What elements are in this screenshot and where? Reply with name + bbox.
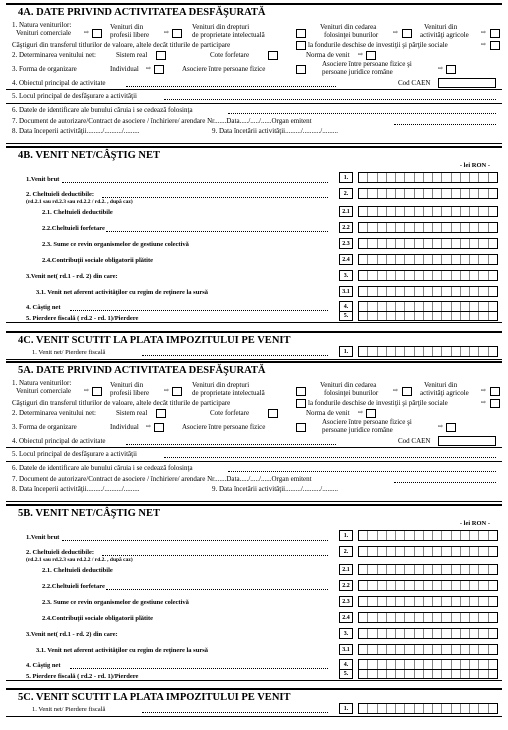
collective-bodies-input[interactable] bbox=[358, 596, 498, 607]
arrow-icon: ⇨ bbox=[481, 30, 487, 36]
row-withholding-net-label: 3.1. Venit net aferent activităţilor cu regim de reţinere la sursă bbox=[36, 647, 208, 654]
use-transfer-checkbox[interactable] bbox=[402, 29, 412, 38]
net-income-method-label: 2. Determinarea venitului net: bbox=[12, 51, 96, 59]
mixed-association-label-1: Asociere între persoane fizice şi bbox=[322, 418, 412, 426]
end-date-label: 9. Data încetării activităţii........./........../......... bbox=[212, 127, 338, 135]
gross-income-input[interactable] bbox=[358, 530, 498, 541]
flat-rates-checkbox[interactable] bbox=[268, 51, 278, 60]
commercial-income-label: Venituri comerciale bbox=[16, 387, 72, 395]
row-number: 3. bbox=[339, 270, 353, 281]
liberal-professions-label-2: profesii libere bbox=[110, 31, 150, 39]
section-4c-title: 4C. VENIT SCUTIT LA PLATA IMPOZITULUI PE VENIT bbox=[18, 335, 291, 346]
ip-rights-label-1: Venituri din drepturi bbox=[192, 381, 250, 389]
agricultural-checkbox[interactable] bbox=[490, 29, 500, 38]
liberal-professions-checkbox[interactable] bbox=[172, 387, 182, 396]
row-number: 2.1 bbox=[339, 564, 353, 575]
deductible-input[interactable] bbox=[358, 206, 498, 217]
row-number: 2.4 bbox=[339, 612, 353, 623]
organization-form-label: 3. Forma de organizare bbox=[12, 423, 77, 431]
caen-code-field[interactable] bbox=[438, 436, 496, 446]
activity-place-field[interactable] bbox=[164, 99, 496, 100]
row-number: 2.3 bbox=[339, 238, 353, 249]
caen-code-label: Cod CAEN bbox=[398, 437, 431, 445]
section-4a bbox=[6, 3, 502, 144]
row-number: 2. bbox=[339, 546, 353, 557]
row-deductible-expenses-note: (rd.2.1 sau rd.2.3 sau rd.2.2 / rd.2. , după caz) bbox=[26, 557, 133, 563]
row-number: 1. bbox=[339, 346, 353, 357]
authorization-document-label: 7. Document de autorizare/Contract de asociere / închiriere/ arendare Nr.......Data...../...../......Organ emitent bbox=[12, 475, 312, 483]
liberal-professions-checkbox[interactable] bbox=[172, 29, 182, 38]
net-income-input[interactable] bbox=[358, 270, 498, 281]
section-4c bbox=[6, 331, 502, 360]
row-number: 2. bbox=[339, 188, 353, 199]
net-income-input[interactable] bbox=[358, 628, 498, 639]
exempt-net-income-input[interactable] bbox=[358, 703, 498, 714]
row-deductible-expenses-label: 2. Cheltuieli deductibile: bbox=[26, 191, 95, 198]
real-system-checkbox[interactable] bbox=[156, 409, 166, 418]
row-number: 3. bbox=[339, 628, 353, 639]
row-number: 4. bbox=[339, 659, 353, 670]
activity-place-label: 5. Locul principal de desfăşurare a activităţii bbox=[12, 450, 137, 458]
row-number: 4. bbox=[339, 301, 353, 312]
mixed-association-checkbox[interactable] bbox=[446, 423, 456, 432]
flat-rates-label: Cote forfetare bbox=[210, 409, 250, 417]
flat-expenses-input[interactable] bbox=[358, 222, 498, 233]
caen-code-field[interactable] bbox=[438, 78, 496, 88]
row-gross-income-label: 1.Venit brut bbox=[26, 176, 60, 183]
start-date-label: 8. Data începerii activităţii........./........../......... bbox=[12, 127, 140, 135]
row-number: 1. bbox=[339, 530, 353, 541]
real-system-label: Sistem real bbox=[116, 409, 148, 417]
row-number: 3.1 bbox=[339, 286, 353, 297]
main-activity-field[interactable] bbox=[126, 86, 336, 87]
row-number: 2.1 bbox=[339, 206, 353, 217]
section-5c bbox=[6, 688, 502, 717]
individuals-association-checkbox[interactable] bbox=[296, 65, 306, 74]
income-nature-label: 1. Natura veniturilor: bbox=[12, 379, 72, 387]
real-system-checkbox[interactable] bbox=[156, 51, 166, 60]
commercial-income-label: Venituri comerciale bbox=[16, 29, 72, 37]
real-system-label: Sistem real bbox=[116, 51, 148, 59]
end-date-label: 9. Data încetării activităţii........./........../......... bbox=[212, 485, 338, 493]
securities-gains-checkbox-1[interactable] bbox=[296, 41, 306, 50]
arrow-icon: ⇨ bbox=[164, 30, 170, 36]
individuals-association-label: Asociere între persoane fizice bbox=[182, 65, 266, 73]
exempt-net-income-input[interactable] bbox=[358, 346, 498, 357]
arrow-icon: ⇨ bbox=[358, 410, 364, 416]
income-norm-checkbox[interactable] bbox=[366, 51, 376, 60]
main-activity-field[interactable] bbox=[126, 444, 336, 445]
row-net-gain-label: 4. Câştig net bbox=[26, 304, 61, 311]
ip-rights-label-2: de proprietate intelectuală bbox=[192, 31, 265, 39]
deductible-expenses-input[interactable] bbox=[358, 188, 498, 199]
securities-gains-label-2: la fondurile deschise de investiţii şi părţile sociale bbox=[308, 41, 448, 49]
start-date-label: 8. Data începerii activităţii........./........../......... bbox=[12, 485, 140, 493]
individual-label: Individual bbox=[110, 65, 139, 73]
social-contributions-input[interactable] bbox=[358, 254, 498, 265]
currency-unit: - lei RON - bbox=[459, 162, 490, 169]
individuals-association-checkbox[interactable] bbox=[296, 423, 306, 432]
net-income-method-label: 2. Determinarea venitului net: bbox=[12, 409, 96, 417]
liberal-professions-label-2: profesii libere bbox=[110, 389, 150, 397]
exempt-net-income-label: 1. Venit net/ Pierdere fiscală bbox=[32, 706, 106, 713]
section-5a-title: 5A. DATE PRIVIND ACTIVITATEA DESFĂŞURATĂ bbox=[18, 365, 266, 376]
arrow-icon: ⇨ bbox=[358, 52, 364, 58]
agricultural-label-1: Venituri din bbox=[424, 23, 458, 31]
authorization-document-label: 7. Document de autorizare/Contract de asociere / închiriere/ arendare Nr.......Data...../...../......Organ emitent bbox=[12, 117, 312, 125]
fiscal-loss-input[interactable] bbox=[358, 669, 498, 679]
individual-checkbox[interactable] bbox=[154, 423, 164, 432]
agricultural-checkbox[interactable] bbox=[490, 387, 500, 396]
row-number: 2.2 bbox=[339, 222, 353, 233]
exempt-net-income-label: 1. Venit net/ Pierdere fiscală bbox=[32, 349, 106, 356]
ip-rights-label-1: Venituri din drepturi bbox=[192, 23, 250, 31]
arrow-icon: ⇨ bbox=[438, 66, 444, 72]
row-gross-income-label: 1.Venit brut bbox=[26, 534, 60, 541]
row-collective-bodies-label: 2.3. Sume ce revin organismelor de gestiune colectivă bbox=[42, 241, 189, 248]
organization-form-label: 3. Forma de organizare bbox=[12, 65, 77, 73]
caen-code-label: Cod CAEN bbox=[398, 79, 431, 87]
activity-block-4a bbox=[6, 21, 502, 141]
row-deductible-label: 2.1. Cheltuieli deductibile bbox=[42, 567, 113, 574]
collective-bodies-input[interactable] bbox=[358, 238, 498, 249]
arrow-icon: ⇨ bbox=[481, 42, 487, 48]
gross-income-input[interactable] bbox=[358, 172, 498, 183]
section-4a-title: 4A. DATE PRIVIND ACTIVITATEA DESFĂŞURATĂ bbox=[18, 7, 266, 18]
mixed-association-label-1: Asociere între persoane fizice şi bbox=[322, 60, 412, 68]
social-contributions-input[interactable] bbox=[358, 612, 498, 623]
row-social-contributions-label: 2.4.Contribuţii sociale obligatorii plătite bbox=[42, 615, 154, 622]
use-transfer-label-1: Venituri din cedarea bbox=[320, 23, 377, 31]
ip-rights-checkbox[interactable] bbox=[296, 29, 306, 38]
section-5b-title: 5B. VENIT NET/CÂŞTIG NET bbox=[18, 508, 160, 519]
liberal-professions-label-1: Venituri din bbox=[110, 23, 144, 31]
row-fiscal-loss-label: 5. Pierdere fiscală ( rd.2 - rd. 1)/Pierdere bbox=[26, 673, 139, 680]
row-number: 3.1 bbox=[339, 644, 353, 655]
arrow-icon: ⇨ bbox=[481, 400, 487, 406]
row-fiscal-loss-label: 5. Pierdere fiscală ( rd.2 - rd. 1)/Pierdere bbox=[26, 315, 139, 322]
securities-gains-label-2: la fondurile deschise de investiţii şi părţile sociale bbox=[308, 399, 448, 407]
authorization-document-field[interactable] bbox=[394, 124, 496, 125]
securities-gains-checkbox-2[interactable] bbox=[490, 41, 500, 50]
income-nature-label: 1. Natura veniturilor: bbox=[12, 21, 72, 29]
securities-gains-label-1: Câştiguri din transferul titlurilor de valoare, altele decât titlurile de participare bbox=[12, 41, 231, 49]
activity-place-field[interactable] bbox=[164, 457, 496, 458]
arrow-icon: ⇨ bbox=[146, 424, 152, 430]
arrow-icon: ⇨ bbox=[146, 66, 152, 72]
use-transfer-label-2: folosinţei bunurilor bbox=[324, 31, 379, 39]
flat-rates-label: Cote forfetare bbox=[210, 51, 250, 59]
arrow-icon: ⇨ bbox=[393, 30, 399, 36]
use-transfer-checkbox[interactable] bbox=[402, 387, 412, 396]
mixed-association-label-2: persoane juridice române bbox=[322, 426, 393, 434]
section-4b-title: 4B. VENIT NET/CÂŞTIG NET bbox=[18, 150, 160, 161]
row-number: 1. bbox=[339, 703, 353, 714]
withholding-net-input[interactable] bbox=[358, 286, 498, 297]
mixed-association-checkbox[interactable] bbox=[446, 65, 456, 74]
row-flat-expenses-label: 2.2.Cheltuieli forfetare bbox=[42, 583, 105, 590]
deductible-expenses-input[interactable] bbox=[358, 546, 498, 557]
ip-rights-checkbox[interactable] bbox=[296, 387, 306, 396]
row-number: 2.3 bbox=[339, 596, 353, 607]
ip-rights-label-2: de proprietate intelectuală bbox=[192, 389, 265, 397]
currency-unit: - lei RON - bbox=[459, 520, 490, 527]
agricultural-label-2: activităţi agricole bbox=[420, 31, 469, 39]
row-number: 1. bbox=[339, 172, 353, 183]
mixed-association-label-2: persoane juridice române bbox=[322, 68, 393, 76]
main-activity-label: 4. Obiectul principal de activitate bbox=[12, 79, 106, 87]
row-social-contributions-label: 2.4.Contribuţii sociale obligatorii plătite bbox=[42, 257, 154, 264]
withholding-net-input[interactable] bbox=[358, 644, 498, 655]
row-deductible-expenses-note: (rd.2.1 sau rd.2.3 sau rd.2.2 / rd.2. , după caz) bbox=[26, 199, 133, 205]
agricultural-label-1: Venituri din bbox=[424, 381, 458, 389]
activity-block-5a bbox=[6, 379, 502, 499]
row-deductible-expenses-label: 2. Cheltuieli deductibile: bbox=[26, 549, 95, 556]
section-4b bbox=[6, 146, 502, 323]
arrow-icon: ⇨ bbox=[84, 30, 90, 36]
individuals-association-label: Asociere între persoane fizice bbox=[182, 423, 266, 431]
securities-gains-label-1: Câştiguri din transferul titlurilor de valoare, altele decât titlurile de participare bbox=[12, 399, 231, 407]
flat-expenses-input[interactable] bbox=[358, 580, 498, 591]
asset-identification-field[interactable] bbox=[228, 471, 496, 472]
row-collective-bodies-label: 2.3. Sume ce revin organismelor de gestiune colectivă bbox=[42, 599, 189, 606]
deductible-input[interactable] bbox=[358, 564, 498, 575]
commercial-income-checkbox[interactable] bbox=[92, 29, 102, 38]
row-deductible-label: 2.1. Cheltuieli deductibile bbox=[42, 209, 113, 216]
activity-place-label: 5. Locul principal de desfăşurare a activităţii bbox=[12, 92, 137, 100]
row-net-income-label: 3.Venit net( rd.1 - rd. 2) din care: bbox=[26, 631, 118, 638]
row-number: 5. bbox=[339, 311, 353, 321]
liberal-professions-label-1: Venituri din bbox=[110, 381, 144, 389]
asset-identification-label: 6. Datele de identificare ale bunului căruia i se cedează folosinţa bbox=[12, 106, 193, 114]
income-norm-label: Norma de venit bbox=[306, 51, 350, 59]
authorization-document-field[interactable] bbox=[394, 482, 496, 483]
individual-label: Individual bbox=[110, 423, 139, 431]
section-5a bbox=[6, 361, 502, 502]
section-5b bbox=[6, 504, 502, 681]
use-transfer-label-2: folosinţei bunurilor bbox=[324, 389, 379, 397]
arrow-icon: ⇨ bbox=[393, 388, 399, 394]
arrow-icon: ⇨ bbox=[164, 388, 170, 394]
row-net-gain-label: 4. Câştig net bbox=[26, 662, 61, 669]
commercial-income-checkbox[interactable] bbox=[92, 387, 102, 396]
fiscal-loss-input[interactable] bbox=[358, 311, 498, 321]
arrow-icon: ⇨ bbox=[84, 388, 90, 394]
asset-identification-field[interactable] bbox=[228, 113, 496, 114]
row-number: 5. bbox=[339, 669, 353, 679]
row-net-income-label: 3.Venit net( rd.1 - rd. 2) din care: bbox=[26, 273, 118, 280]
row-withholding-net-label: 3.1. Venit net aferent activităţilor cu regim de reţinere la sursă bbox=[36, 289, 208, 296]
income-norm-checkbox[interactable] bbox=[366, 409, 376, 418]
income-norm-label: Norma de venit bbox=[306, 409, 350, 417]
row-number: 2.2 bbox=[339, 580, 353, 591]
use-transfer-label-1: Venituri din cedarea bbox=[320, 381, 377, 389]
arrow-icon: ⇨ bbox=[438, 424, 444, 430]
individual-checkbox[interactable] bbox=[154, 65, 164, 74]
main-activity-label: 4. Obiectul principal de activitate bbox=[12, 437, 106, 445]
row-number: 2.4 bbox=[339, 254, 353, 265]
securities-gains-checkbox-1[interactable] bbox=[296, 399, 306, 408]
flat-rates-checkbox[interactable] bbox=[268, 409, 278, 418]
section-5c-title: 5C. VENIT SCUTIT LA PLATA IMPOZITULUI PE VENIT bbox=[18, 692, 291, 703]
arrow-icon: ⇨ bbox=[481, 388, 487, 394]
agricultural-label-2: activităţi agricole bbox=[420, 389, 469, 397]
asset-identification-label: 6. Datele de identificare ale bunului căruia i se cedează folosinţa bbox=[12, 464, 193, 472]
securities-gains-checkbox-2[interactable] bbox=[490, 399, 500, 408]
row-flat-expenses-label: 2.2.Cheltuieli forfetare bbox=[42, 225, 105, 232]
